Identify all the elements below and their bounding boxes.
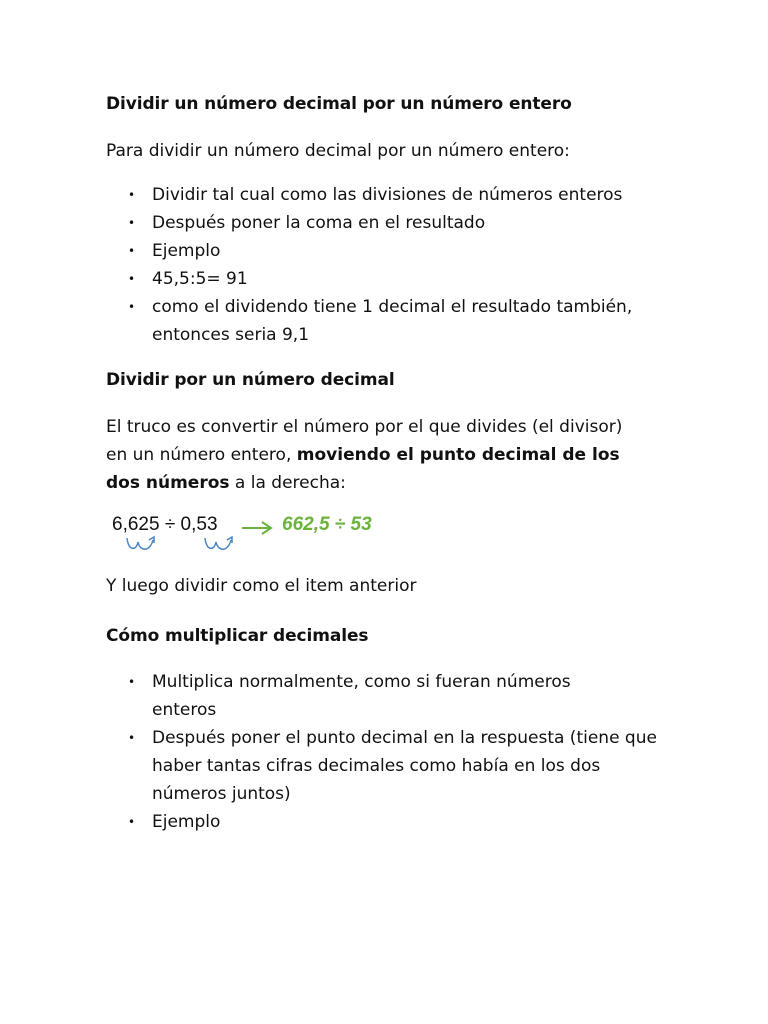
bullet-icon: • bbox=[128, 272, 136, 286]
bullet-icon: • bbox=[128, 300, 136, 314]
division-example bbox=[110, 508, 430, 558]
list-item bbox=[106, 181, 666, 209]
green-arrow-icon bbox=[240, 520, 276, 536]
list-item bbox=[106, 209, 666, 237]
section2-heading: Dividir por un número decimal bbox=[106, 370, 395, 390]
list-item bbox=[106, 293, 666, 349]
list-item bbox=[106, 808, 666, 836]
bullet-icon: • bbox=[128, 188, 136, 202]
section2-text-end: a la derecha: bbox=[229, 473, 346, 493]
section3-heading: Cómo multiplicar decimales bbox=[106, 626, 369, 646]
list-item-text: Ejemplo bbox=[152, 241, 221, 261]
section2-text-start: El truco es convertir el número por el que divides (el divisor) en un número entero, bbox=[106, 417, 623, 465]
decimal-shift-arrow-icon bbox=[124, 534, 164, 558]
bullet-icon: • bbox=[128, 244, 136, 258]
list-item-text: Después poner el punto decimal en la respuesta (tiene que haber tantas cifras decimales como había en los dos números juntos) bbox=[152, 728, 657, 804]
list-item bbox=[106, 724, 666, 808]
example-converted-division: 662,5 ÷ 53 bbox=[282, 514, 372, 535]
bullet-icon: • bbox=[128, 731, 136, 745]
list-item-text: Multiplica normalmente, como si fueran números enteros bbox=[152, 672, 571, 720]
list-item bbox=[106, 668, 666, 724]
list-item-text: Dividir tal cual como las divisiones de números enteros bbox=[152, 185, 623, 205]
section2-after: Y luego dividir como el item anterior bbox=[106, 576, 417, 596]
section1-bullet-list bbox=[106, 181, 666, 349]
section2-text-bold: moviendo el punto decimal de los dos números bbox=[106, 445, 620, 493]
bullet-icon: • bbox=[128, 216, 136, 230]
example-original-division: 6,625 ÷ 0,53 bbox=[112, 514, 218, 535]
list-item bbox=[106, 265, 666, 293]
bullet-icon: • bbox=[128, 675, 136, 689]
list-item-text: Después poner la coma en el resultado bbox=[152, 213, 486, 233]
bullet-icon: • bbox=[128, 815, 136, 829]
section1-intro: Para dividir un número decimal por un número entero: bbox=[106, 141, 570, 161]
list-item-text: como el dividendo tiene 1 decimal el resultado también, entonces seria 9,1 bbox=[152, 297, 633, 345]
section2-paragraph bbox=[106, 413, 646, 497]
section1-heading: Dividir un número decimal por un número entero bbox=[106, 94, 572, 114]
list-item-text: 45,5:5= 91 bbox=[152, 269, 248, 289]
decimal-shift-arrow-icon bbox=[202, 534, 242, 558]
section3-bullet-list bbox=[106, 668, 666, 836]
list-item bbox=[106, 237, 666, 265]
list-item-text: Ejemplo bbox=[152, 812, 221, 832]
